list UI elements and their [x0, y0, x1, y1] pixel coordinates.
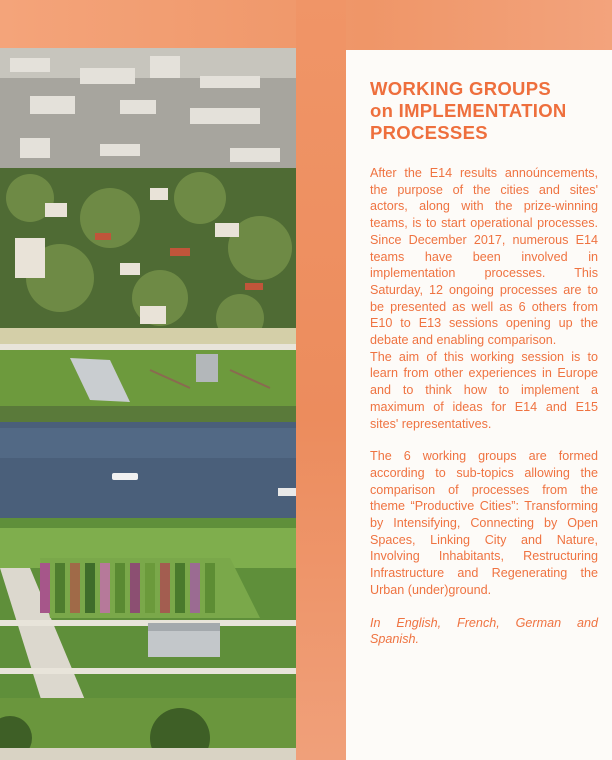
section-title: [370, 78, 600, 144]
title-line-2: on IMPLEMENTATION: [370, 100, 567, 121]
aerial-photo-city-river: [0, 48, 296, 760]
orange-divider-column: [296, 0, 346, 760]
title-line-1: WORKING GROUPS: [370, 78, 551, 99]
intro-paragraph: After the E14 results annoúncements, the purpose of the cities and sites' actors, along with the prize-winning teams, is to start operational processes. Since December 2017, numerous E14 teams have been involved in implementation processes. This Saturday, 12 ongoing processes are to be presented as well as 6 others from E10 to E13 sessions opening up the debate and enabling comparison.: [370, 166, 598, 348]
aim-paragraph: The aim of this working session is to learn from other experiences in Europe and to think how to implement a maximum of ideas for E14 and E15 sites' representatives.: [370, 349, 598, 431]
title-line-3: PROCESSES: [370, 122, 488, 143]
body-text: [370, 165, 598, 648]
languages-note: In English, French, German and Spanish.: [370, 615, 598, 647]
groups-paragraph: The 6 working groups are formed according to sub-topics allowing the comparison of processes from the theme “Productive Cities”: Transforming by Intensifying, Connecting by Open Spaces, Linking City and Nature, Involving Inhabitants, Restructuring Infrastructure and Regenerating the Urban (under)ground.: [370, 449, 598, 597]
